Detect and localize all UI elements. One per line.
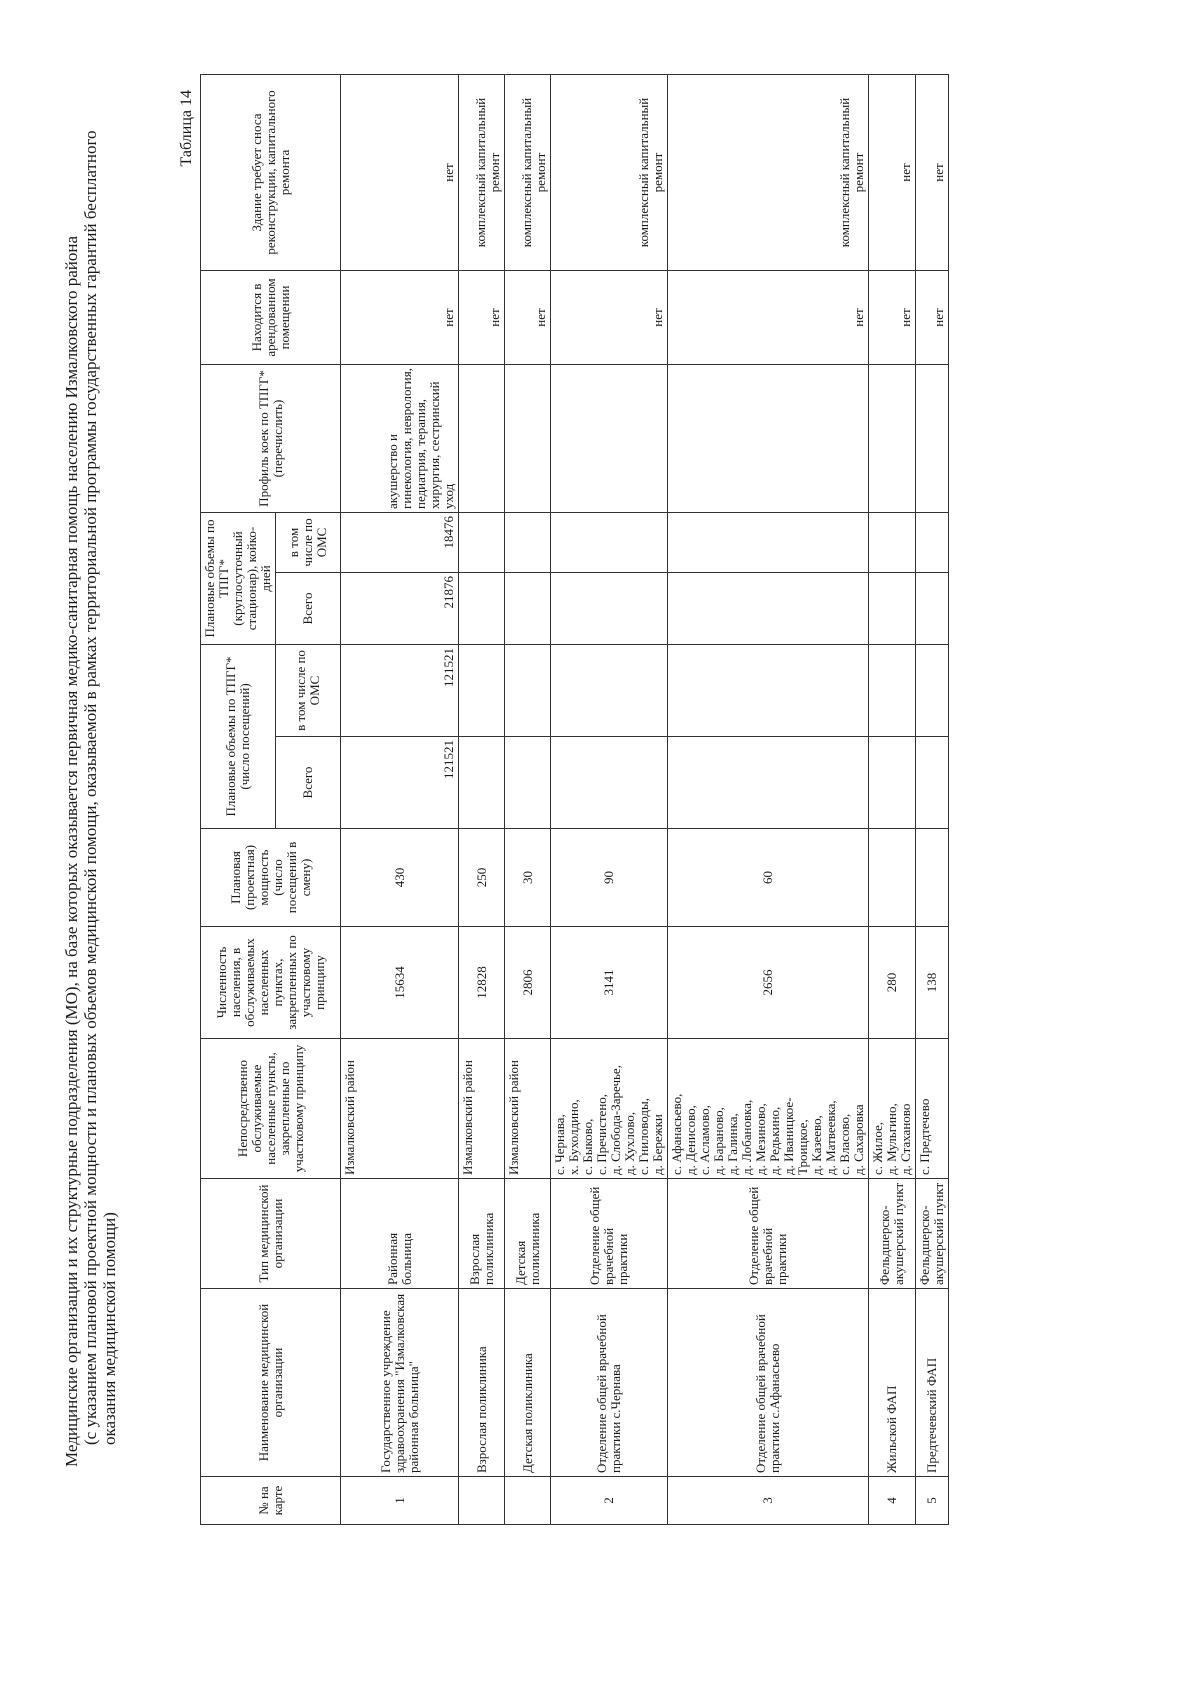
document-heading — [62, 47, 119, 1467]
col-header-beddays-total: Всего — [276, 572, 341, 644]
cell-capacity — [869, 829, 916, 927]
cell-visits-total: 121521 — [341, 737, 459, 829]
cell-rented: нет — [869, 270, 916, 364]
cell-settlements: с. Чернава, х. Бухолдино, с. Быково, с. Пречистено, д. Слобода-Заречье, д. Хухлово, с. Гниловоды, д. Бережки — [551, 1039, 668, 1179]
cell-num: 1 — [341, 1477, 459, 1525]
cell-bed-profile — [459, 364, 505, 512]
cell-visits-total — [551, 737, 668, 829]
cell-bed-profile: акушерство и гинекология, неврология, педиатрия, терапия, хирургия, сестринский уход — [341, 364, 459, 512]
col-header-visits-group: Плановые объемы по ТПГГ* (число посещений) — [201, 644, 276, 828]
col-header-num: № на карте — [201, 1477, 341, 1525]
cell-building: комплексный капитальный ремонт — [668, 74, 869, 270]
cell-visits-oms — [551, 644, 668, 736]
cell-type: Фельдшерско-акушерский пункт — [869, 1179, 916, 1289]
cell-beddays-total: 21876 — [341, 572, 459, 644]
cell-name: Жильской ФАП — [869, 1289, 916, 1477]
cell-type: Детская поликлиника — [505, 1179, 551, 1289]
cell-type: Взрослая поликлиника — [459, 1179, 505, 1289]
cell-visits-total — [505, 737, 551, 829]
col-header-beddays-group: Плановые объемы по ТПГГ* (круглосуточный стационар), койко-дней — [201, 512, 276, 644]
col-header-visits-total: Всего — [276, 737, 341, 829]
cell-visits-oms — [459, 644, 505, 736]
cell-population: 2656 — [668, 927, 869, 1039]
cell-settlements: с. Предтечево — [916, 1039, 949, 1179]
cell-beddays-total — [869, 572, 916, 644]
cell-population: 2806 — [505, 927, 551, 1039]
cell-settlements: с. Жилое, д. Мульгино, д. Стаханово — [869, 1039, 916, 1179]
col-header-name: Наименование медицинской организации — [201, 1289, 341, 1477]
cell-building: нет — [869, 74, 916, 270]
cell-visits-oms — [869, 644, 916, 736]
cell-rented: нет — [505, 270, 551, 364]
cell-building: комплексный капитальный ремонт — [505, 74, 551, 270]
heading-line-3: оказания медицинской помощи) — [100, 1212, 119, 1445]
cell-population: 15634 — [341, 927, 459, 1039]
cell-beddays-total — [505, 572, 551, 644]
cell-building: комплексный капитальный ремонт — [459, 74, 505, 270]
cell-settlements: Измалковский район — [341, 1039, 459, 1179]
cell-capacity: 90 — [551, 829, 668, 927]
cell-capacity: 60 — [668, 829, 869, 927]
cell-rented: нет — [668, 270, 869, 364]
cell-rented: нет — [459, 270, 505, 364]
cell-visits-total — [869, 737, 916, 829]
cell-type: Районная больница — [341, 1179, 459, 1289]
cell-type: Отделение общей врачебной практики — [551, 1179, 668, 1289]
cell-name: Взрослая поликлиника — [459, 1289, 505, 1477]
cell-num: 5 — [916, 1477, 949, 1525]
cell-visits-oms: 121521 — [341, 644, 459, 736]
cell-rented: нет — [916, 270, 949, 364]
cell-visits-total — [459, 737, 505, 829]
cell-num — [459, 1477, 505, 1525]
cell-rented: нет — [551, 270, 668, 364]
cell-capacity — [916, 829, 949, 927]
col-header-visits-oms: в том числе по ОМС — [276, 644, 341, 736]
col-header-settlements: Непосредственно обслуживаемые населенные пункты, закрепленные по участковому принципу — [201, 1039, 341, 1179]
col-header-population: Численность населения, в обслуживаемых населенных пунктах, закрепленных по участковому принципу — [201, 927, 341, 1039]
cell-visits-total — [916, 737, 949, 829]
cell-population: 280 — [869, 927, 916, 1039]
cell-population: 12828 — [459, 927, 505, 1039]
col-header-beddays-oms: в том числе по ОМС — [276, 512, 341, 572]
cell-beddays-oms — [459, 512, 505, 572]
header-row-1 — [201, 74, 276, 1524]
heading-line-1: Медицинские организации и их структурные подразделения (МО), на базе которых оказывается первичная медико-санитарная помощь населению Измалковского района — [62, 235, 81, 1467]
cell-type: Фельдшерско-акушерский пункт — [916, 1179, 949, 1289]
cell-type: Отделение общей врачебной практики — [668, 1179, 869, 1289]
cell-num: 4 — [869, 1477, 916, 1525]
cell-visits-oms — [505, 644, 551, 736]
cell-num — [505, 1477, 551, 1525]
cell-name: Предтечевский ФАП — [916, 1289, 949, 1477]
cell-bed-profile — [505, 364, 551, 512]
cell-settlements: с. Афанасьево, д. Денисово, с. Асламово, д. Бараново, д. Галинка, д. Лобановка, д. Мезиново, д. Редькино, д. Иваницкое-Троицкое, д. Казеево, д. Матвеевка, с. Власово, д. Сахаровка — [668, 1039, 869, 1179]
table-row — [668, 74, 869, 1524]
cell-beddays-total — [459, 572, 505, 644]
col-header-rented: Находится в арендованном помещении — [201, 270, 341, 364]
facilities-table — [200, 74, 949, 1525]
cell-num: 3 — [668, 1477, 869, 1525]
table-row — [551, 74, 668, 1524]
heading-line-2: (с указанием плановой проектной мощности и плановых объемов медицинской помощи, оказываемой в рамках территориальной программы государственных гарантий бесплатного — [81, 130, 100, 1445]
cell-bed-profile — [668, 364, 869, 512]
col-header-capacity: Плановая (проектная) мощность (число посещений в смену) — [201, 829, 341, 927]
cell-bed-profile — [551, 364, 668, 512]
cell-beddays-oms — [505, 512, 551, 572]
cell-building: нет — [916, 74, 949, 270]
table-label: Таблица 14 — [178, 90, 195, 167]
cell-capacity: 250 — [459, 829, 505, 927]
cell-name: Отделение общей врачебной практики с.Чернава — [551, 1289, 668, 1477]
cell-beddays-oms: 18476 — [341, 512, 459, 572]
col-header-bed-profile: Профиль коек по ТПГГ* (перечислить) — [201, 364, 341, 512]
cell-settlements: Измалковский район — [505, 1039, 551, 1179]
cell-building: нет — [341, 74, 459, 270]
cell-settlements: Измалковский район — [459, 1039, 505, 1179]
col-header-type: Тип медицинской организации — [201, 1179, 341, 1289]
cell-num: 2 — [551, 1477, 668, 1525]
cell-bed-profile — [916, 364, 949, 512]
table-row — [916, 74, 949, 1524]
cell-population: 3141 — [551, 927, 668, 1039]
cell-building: комплексный капитальный ремонт — [551, 74, 668, 270]
col-header-building: Здание требует сноса реконструкции, капитального ремонта — [201, 74, 341, 270]
cell-visits-oms — [916, 644, 949, 736]
cell-beddays-oms — [916, 512, 949, 572]
table-row — [505, 74, 551, 1524]
cell-capacity: 430 — [341, 829, 459, 927]
cell-beddays-oms — [668, 512, 869, 572]
cell-name: Детская поликлиника — [505, 1289, 551, 1477]
cell-name: Отделение общей врачебной практики с.Афанасьево — [668, 1289, 869, 1477]
cell-population: 138 — [916, 927, 949, 1039]
table-row — [869, 74, 916, 1524]
cell-beddays-total — [551, 572, 668, 644]
cell-beddays-oms — [869, 512, 916, 572]
cell-bed-profile — [869, 364, 916, 512]
cell-beddays-total — [916, 572, 949, 644]
cell-capacity: 30 — [505, 829, 551, 927]
cell-beddays-oms — [551, 512, 668, 572]
cell-visits-oms — [668, 644, 869, 736]
table-row — [459, 74, 505, 1524]
cell-visits-total — [668, 737, 869, 829]
cell-beddays-total — [668, 572, 869, 644]
cell-rented: нет — [341, 270, 459, 364]
table-row — [341, 74, 459, 1524]
cell-name: Государственное учреждение здравоохранения "Измалковская районная больница" — [341, 1289, 459, 1477]
